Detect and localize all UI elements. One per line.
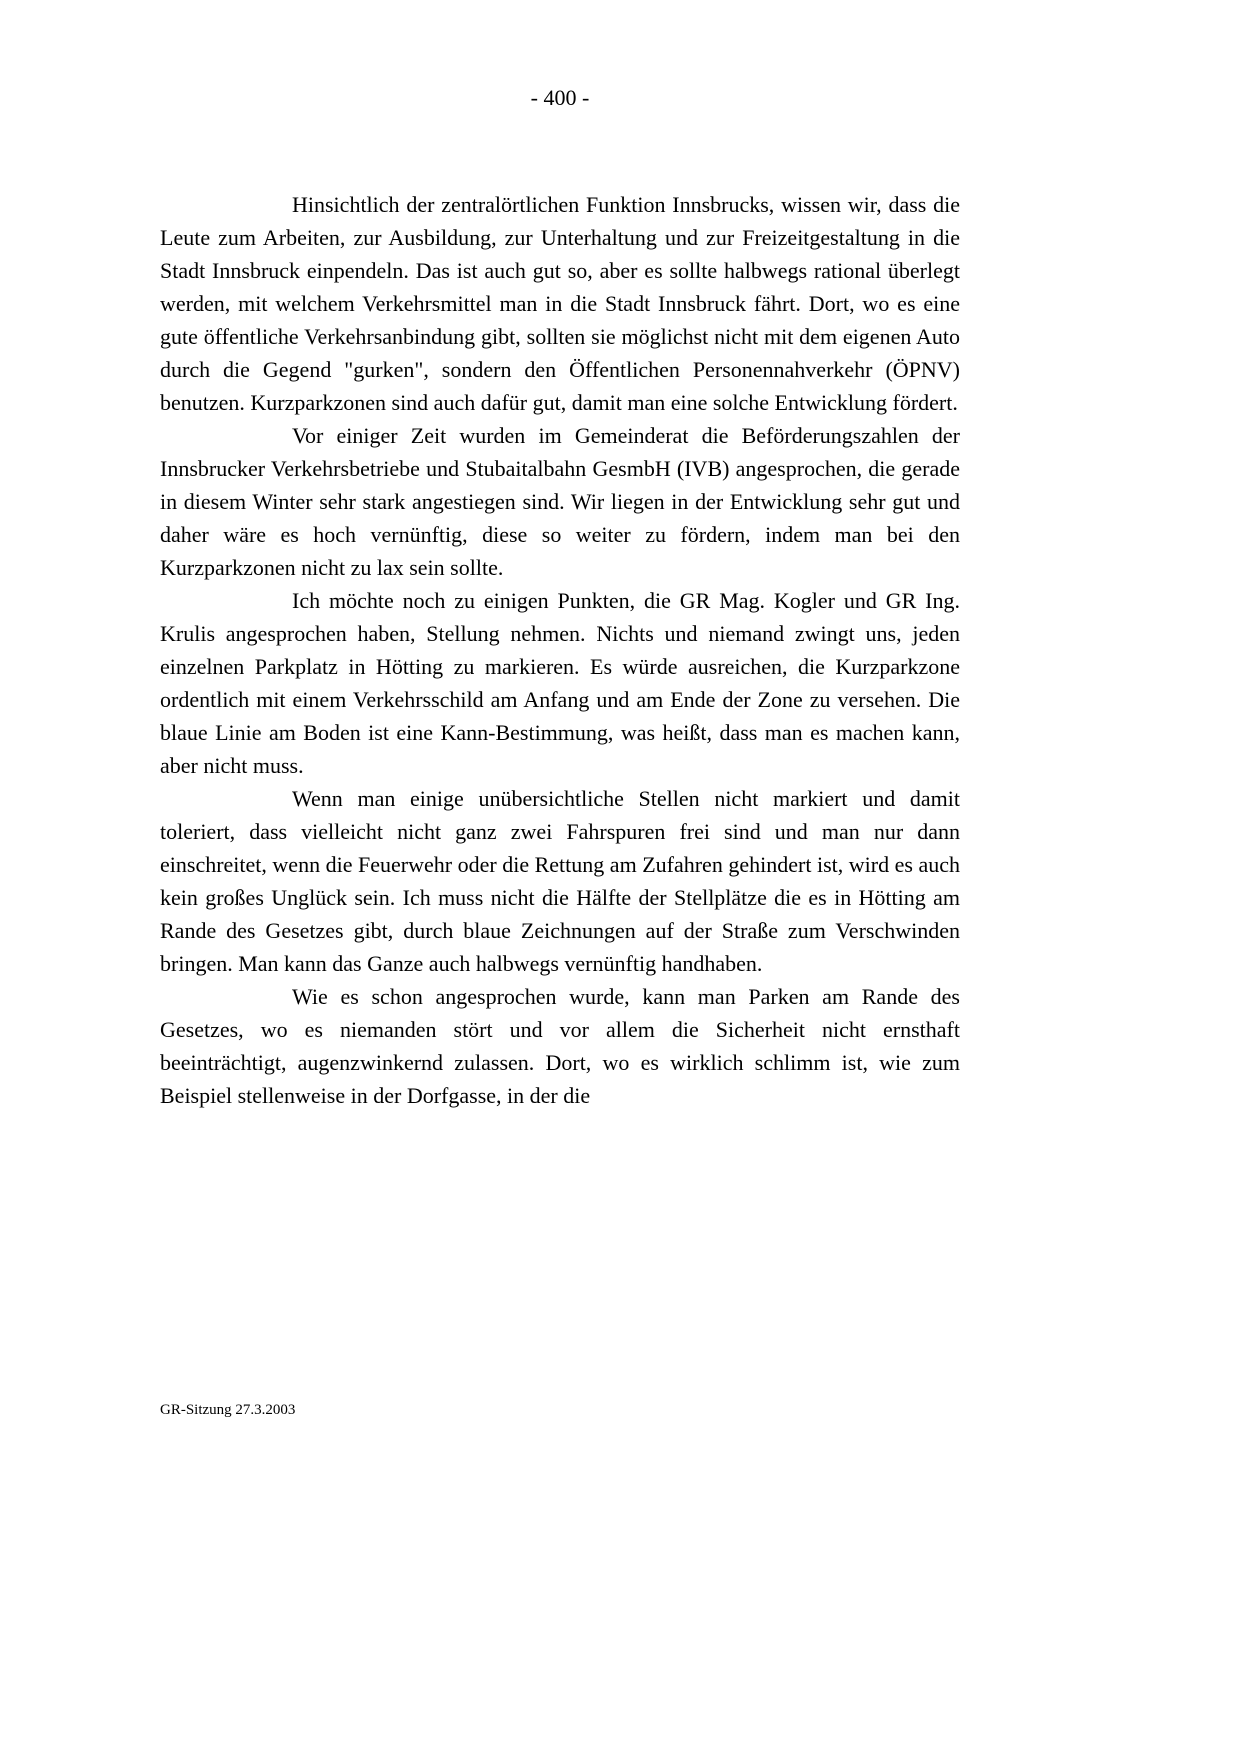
paragraph-1: Hinsichtlich der zentralörtlichen Funktion Innsbrucks, wissen wir, dass die Leute zum Arbeiten, zur Ausbildung, zur Unterhaltung und zur Freizeitgestaltung in die Stadt Innsbruck einpendeln. Das ist auch gut so, aber es sollte halbwegs rational überlegt werden, mit welchem Verkehrsmittel man in die Stadt Innsbruck fährt. Dort, wo es eine gute öffentliche Verkehrsanbindung gibt, sollten sie möglichst nicht mit dem eigenen Auto durch die Gegend "gurken", sondern den Öffentlichen Personennahverkehr (ÖPNV) benutzen. Kurzparkzonen sind auch dafür gut, damit man eine solche Entwicklung fördert. xyxy=(160,192,960,415)
page-footer: GR-Sitzung 27.3.2003 xyxy=(160,1402,296,1418)
page-number: - 400 - xyxy=(530,85,590,110)
paragraph-2: Vor einiger Zeit wurden im Gemeinderat die Beförderungszahlen der Innsbrucker Verkehrsbetriebe und Stubaitalbahn GesmbH (IVB) angesprochen, die gerade in diesem Winter sehr stark angestiegen sind. Wir liegen in der Entwicklung sehr gut und daher wäre es hoch vernünftig, diese so weiter zu fördern, indem man bei den Kurzparkzonen nicht zu lax sein sollte. xyxy=(160,423,960,580)
paragraph-4: Wenn man einige unübersichtliche Stellen nicht markiert und damit toleriert, dass vielleicht nicht ganz zwei Fahrspuren frei sind und man nur dann einschreitet, wenn die Feuerwehr oder die Rettung am Zufahren gehindert ist, wird es auch kein großes Unglück sein. Ich muss nicht die Hälfte der Stellplätze die es in Hötting am Rande des Gesetzes gibt, durch blaue Zeichnungen auf der Straße zum Verschwinden bringen. Man kann das Ganze auch halbwegs vernünftig handhaben. xyxy=(160,786,960,976)
paragraph-3: Ich möchte noch zu einigen Punkten, die GR Mag. Kogler und GR Ing. Krulis angesprochen haben, Stellung nehmen. Nichts und niemand zwingt uns, jeden einzelnen Parkplatz in Hötting zu markieren. Es würde ausreichen, die Kurzparkzone ordentlich mit einem Verkehrsschild am Anfang und am Ende der Zone zu versehen. Die blaue Linie am Boden ist eine Kann-Bestimmung, was heißt, dass man es machen kann, aber nicht muss. xyxy=(160,588,960,778)
document-body xyxy=(160,188,960,1112)
paragraph-5: Wie es schon angesprochen wurde, kann man Parken am Rande des Gesetzes, wo es niemanden stört und vor allem die Sicherheit nicht ernsthaft beeinträchtigt, augenzwinkernd zulassen. Dort, wo es wirklich schlimm ist, wie zum Beispiel stellenweise in der Dorfgasse, in der die xyxy=(160,984,960,1108)
